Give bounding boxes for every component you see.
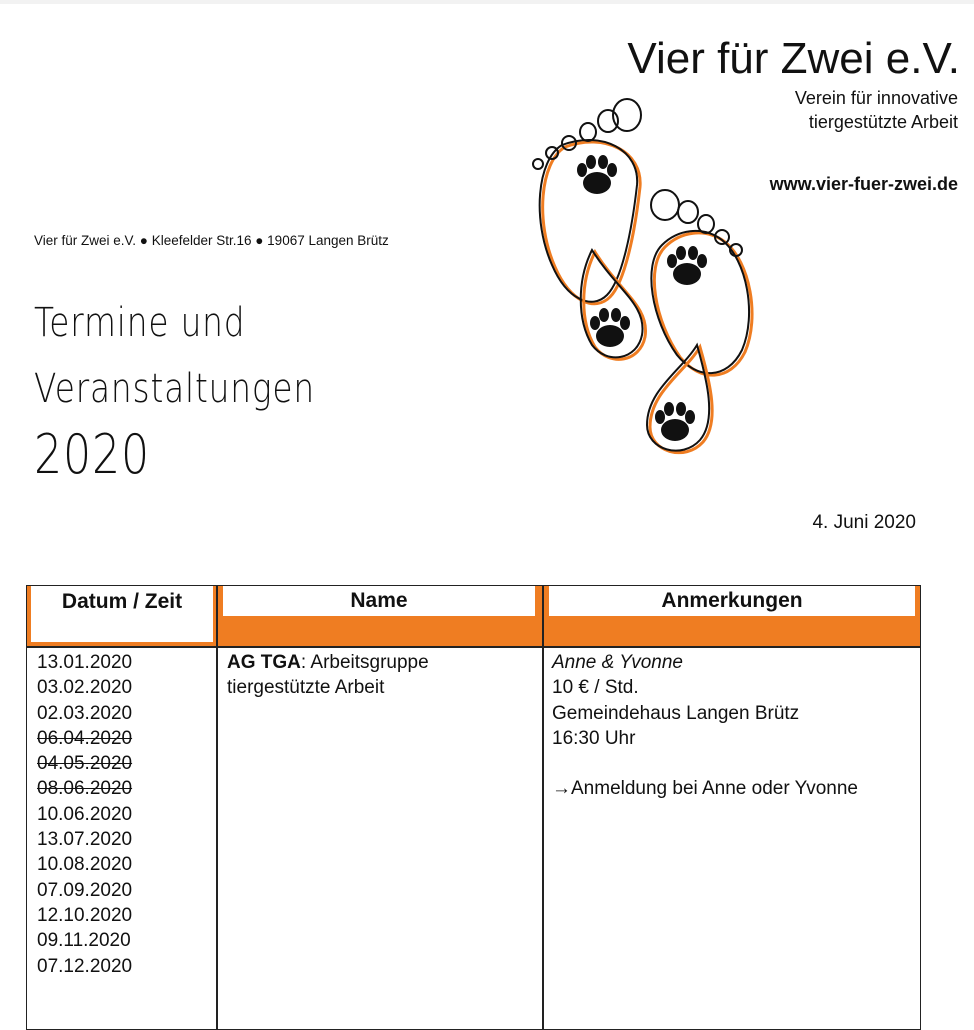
date-entry: 02.03.2020 <box>37 702 133 724</box>
notes-column <box>552 650 858 802</box>
website-link[interactable]: www.vier-fuer-zwei.de <box>769 174 958 194</box>
column-divider-1 <box>216 586 218 1029</box>
sender-address: Vier für Zwei e.V. ● Kleefelder Str.16 ● 19067 Langen Brütz <box>34 233 389 248</box>
header-divider <box>27 646 920 648</box>
note-organizers: Anne & Yvonne <box>552 652 683 673</box>
top-edge <box>0 0 974 4</box>
date-entry: 07.09.2020 <box>37 879 133 901</box>
event-name-line-2: tiergestützte Arbeit <box>227 677 385 699</box>
name-column <box>227 650 429 701</box>
date-entry: 09.11.2020 <box>37 930 131 952</box>
date-entry: 07.12.2020 <box>37 955 133 977</box>
event-abbrev: AG TGA <box>227 652 301 673</box>
date-entry-cancelled: 04.05.2020 <box>37 753 133 775</box>
date-entry: 12.10.2020 <box>37 904 133 926</box>
events-table <box>26 585 921 1030</box>
dates-column <box>37 650 132 979</box>
org-subtitle-line-2: tiergestützte Arbeit <box>808 112 958 132</box>
org-subtitle <box>795 86 958 134</box>
column-divider-2 <box>542 586 544 1029</box>
org-name: Vier für Zwei e.V. <box>627 34 960 83</box>
event-name <box>227 650 429 675</box>
title-year: 2020 <box>34 423 150 486</box>
date-entry: 10.06.2020 <box>37 803 133 825</box>
header-anmerkungen: Anmerkungen <box>549 586 915 616</box>
date-entry: 13.07.2020 <box>37 829 133 851</box>
date-entry-cancelled: 06.04.2020 <box>37 727 133 749</box>
note-price: 10 € / Std. <box>552 677 639 699</box>
header-name: Name <box>223 586 535 616</box>
event-name-rest: : Arbeitsgruppe <box>300 652 429 673</box>
footprints-with-paws-icon <box>522 90 772 460</box>
page-title <box>34 290 315 488</box>
note-registration: →Anmeldung bei Anne oder Yvonne <box>552 778 858 800</box>
note-location: Gemeindehaus Langen Brütz <box>552 702 800 724</box>
header-datum-zeit: Datum / Zeit <box>31 586 213 642</box>
date-entry-cancelled: 08.06.2020 <box>37 778 133 800</box>
title-line-2: Veranstaltungen <box>34 366 316 412</box>
date-entry: 03.02.2020 <box>37 677 133 699</box>
note-spacer <box>552 751 858 776</box>
document-date: 4. Juni 2020 <box>812 512 916 533</box>
title-line-1: Termine und <box>34 300 246 346</box>
note-time: 16:30 Uhr <box>552 727 636 749</box>
date-entry: 13.01.2020 <box>37 652 133 673</box>
org-subtitle-line-1: Verein für innovative <box>794 88 958 108</box>
date-entry: 10.08.2020 <box>37 854 133 876</box>
